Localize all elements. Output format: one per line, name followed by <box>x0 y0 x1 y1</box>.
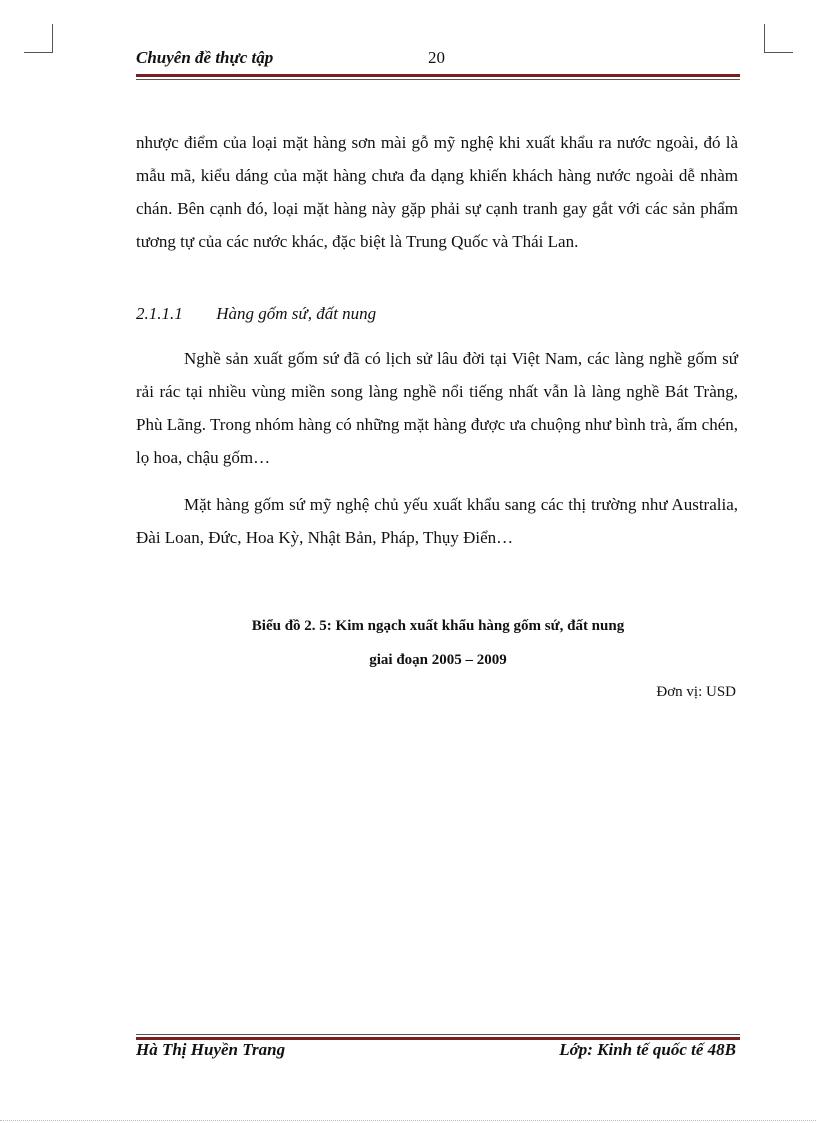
header-title: Chuyên đề thực tập <box>136 48 274 67</box>
page-bottom-border <box>0 1120 816 1121</box>
figure-unit: Đơn vị: USD <box>656 684 736 700</box>
page-header <box>136 48 740 72</box>
paragraph-3: Mặt hàng gốm sứ mỹ nghệ chủ yếu xuất khẩu sang các thị trường như Australia, Đài Loan, Đức, Hoa Kỳ, Nhật Bản, Pháp, Thụy Điển… <box>136 495 738 547</box>
crop-mark-top-left <box>24 24 53 53</box>
paragraph-1: nhược điểm của loại mặt hàng sơn mài gỗ mỹ nghệ khi xuất khẩu ra nước ngoài, đó là mẫu mã, kiểu dáng của mặt hàng chưa đa dạng khiến khách hàng nước ngoài dễ nhàm chán. Bên cạnh đó, loại mặt hàng này gặp phải sự cạnh tranh gay gắt với các sản phẩm tương tự của các nước khác, đặc biệt là Trung Quốc và Thái Lan. <box>136 133 738 251</box>
page-number: 20 <box>428 48 445 67</box>
figure-caption-line1: Biểu đồ 2. 5: Kim ngạch xuất khẩu hàng gốm sứ, đất nung <box>251 618 625 634</box>
paragraph-2: Nghề sản xuất gốm sứ đã có lịch sử lâu đời tại Việt Nam, các làng nghề gốm sứ rải rác tại nhiều vùng miền song làng nghề nổi tiếng nhất vẫn là làng nghề Bát Tràng, Phù Lãng. Trong nhóm hàng có những mặt hàng được ưa chuộng như bình trà, ấm chén, lọ hoa, chậu gốm… <box>136 349 738 467</box>
section-title: Hàng gốm sứ, đất nung <box>216 304 377 323</box>
footer-class: Lớp: Kinh tế quốc tế 48B <box>559 1040 736 1059</box>
header-rule-thin <box>136 79 740 80</box>
crop-mark-top-right <box>764 24 793 53</box>
footer-rule-thin <box>136 1034 740 1035</box>
figure-caption-line2: giai đoạn 2005 – 2009 <box>369 652 507 668</box>
footer-author: Hà Thị Huyền Trang <box>136 1040 286 1059</box>
chart-placeholder <box>136 710 740 1010</box>
section-number: 2.1.1.1 <box>136 304 183 323</box>
header-rule-thick <box>136 74 740 77</box>
section-heading <box>136 304 376 324</box>
